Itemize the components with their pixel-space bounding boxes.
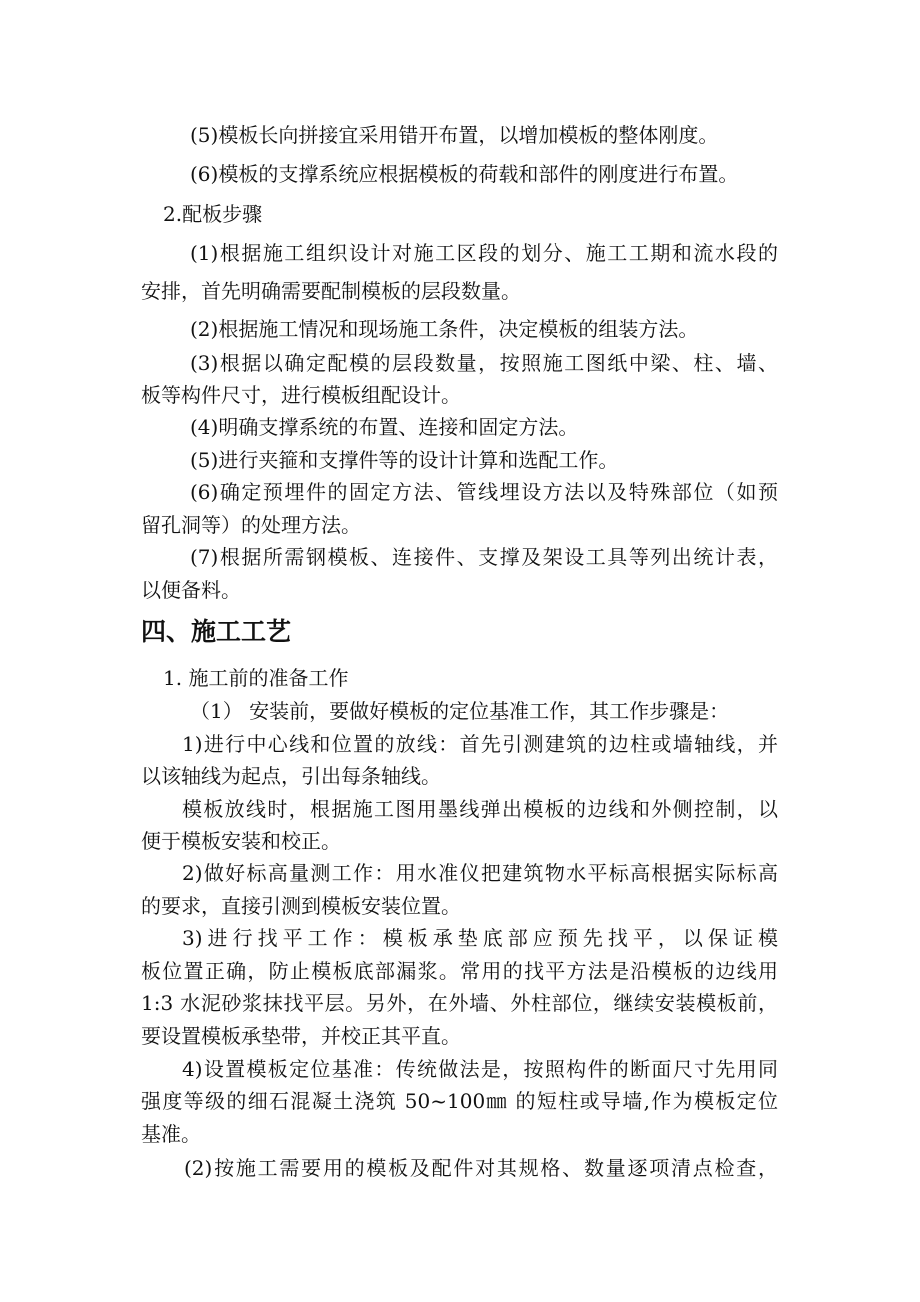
- section-heading: 四、施工工艺: [141, 617, 292, 646]
- section-title: 2.配板步骤: [163, 202, 263, 226]
- paragraph-line: 要设置模板承垫带，并校正其平直。: [141, 1024, 461, 1048]
- paragraph-line: 4)设置模板定位基准：传统做法是，按照构件的断面尺寸先用同: [182, 1057, 778, 1081]
- paragraph-line: (7)根据所需钢模板、连接件、支撑及架设工具等列出统计表，: [190, 545, 778, 569]
- paragraph-line: (5)进行夹箍和支撑件等的设计计算和选配工作。: [190, 448, 619, 472]
- paragraph-line: (2)根据施工情况和现场施工条件，决定模板的组装方法。: [190, 317, 699, 341]
- paragraph-line: 基准。: [141, 1122, 201, 1146]
- paragraph-line: (2)按施工需要用的模板及配件对其规格、数量逐项清点检查，: [184, 1156, 778, 1180]
- paragraph-line: 2)做好标高量测工作：用水准仪把建筑物水平标高根据实际标高: [182, 861, 778, 885]
- paragraph-line: 便于模板安装和校正。: [141, 829, 341, 853]
- paragraph-line: (6)模板的支撑系统应根据模板的荷载和部件的刚度进行布置。: [190, 162, 739, 186]
- paragraph-line: 以便备料。: [141, 578, 241, 602]
- paragraph-line: 以该轴线为起点，引出每条轴线。: [141, 764, 441, 788]
- section-title: 1. 施工前的准备工作: [163, 666, 349, 690]
- paragraph-line: 3)进行找平工作：模板承垫底部应预先找平，以保证模: [182, 926, 778, 950]
- paragraph-line: 强度等级的细石混凝土浇筑 50~100㎜ 的短柱或导墙,作为模板定位: [141, 1089, 778, 1113]
- paragraph-line: (6)确定预埋件的固定方法、管线埋设方法以及特殊部位（如预: [190, 480, 778, 504]
- paragraph-line: 模板放线时，根据施工图用墨线弹出模板的边线和外侧控制，以: [182, 797, 778, 821]
- paragraph-line: 板位置正确，防止模板底部漏浆。常用的找平方法是沿模板的边线用: [141, 959, 778, 983]
- paragraph-line: （1） 安装前，要做好模板的定位基准工作，其工作步骤是：: [190, 699, 730, 723]
- paragraph-line: 安排，首先明确需要配制模板的层段数量。: [141, 279, 521, 303]
- paragraph-line: 的要求，直接引测到模板安装位置。: [141, 894, 461, 918]
- paragraph-line: (3)根据以确定配模的层段数量，按照施工图纸中梁、柱、墙、: [190, 351, 778, 375]
- paragraph-line: (5)模板长向拼接宜采用错开布置，以增加模板的整体刚度。: [190, 123, 719, 147]
- paragraph-line: (4)明确支撑系统的布置、连接和固定方法。: [190, 415, 579, 439]
- paragraph-line: 留孔洞等）的处理方法。: [141, 513, 361, 537]
- paragraph-line: 1)进行中心线和位置的放线：首先引测建筑的边柱或墙轴线，并: [182, 732, 778, 756]
- paragraph-line: 1:3 水泥砂浆抹找平层。另外，在外墙、外柱部位，继续安装模板前，: [141, 991, 778, 1015]
- paragraph-line: 板等构件尺寸，进行模板组配设计。: [141, 383, 461, 407]
- paragraph-line: (1)根据施工组织设计对施工区段的划分、施工工期和流水段的: [190, 241, 778, 265]
